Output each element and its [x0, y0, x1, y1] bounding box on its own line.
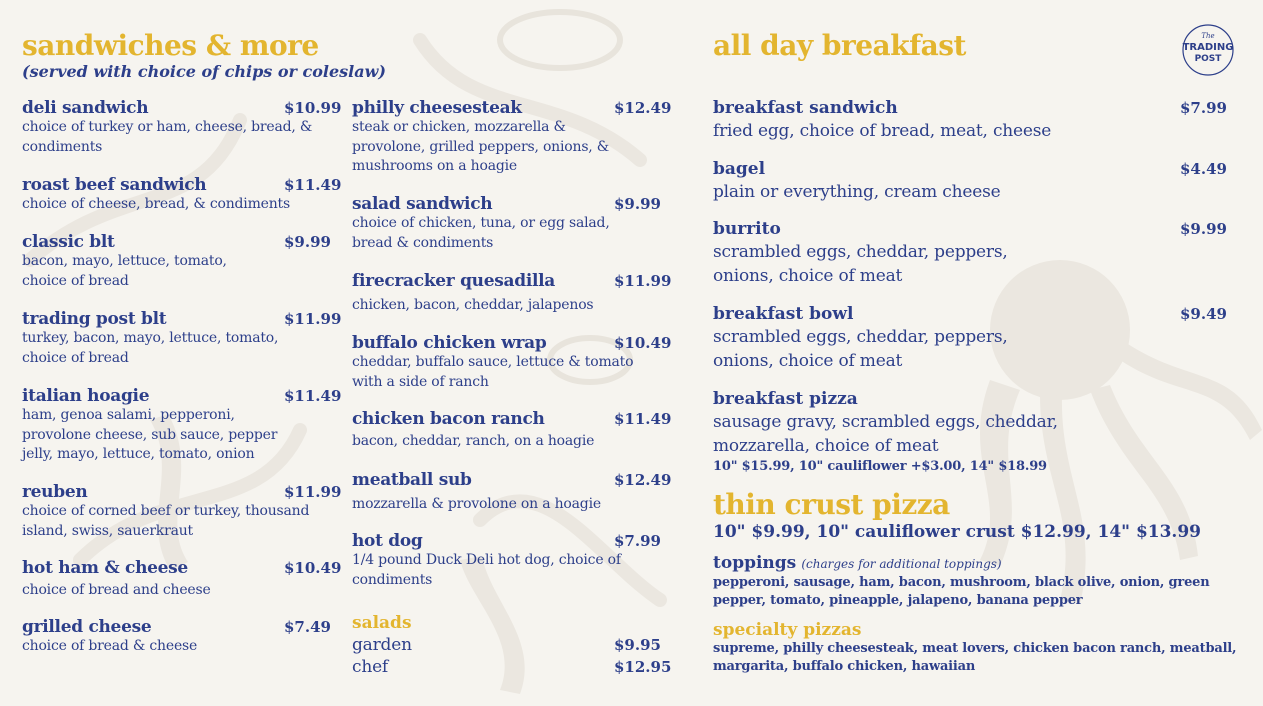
salads-title: salads	[352, 613, 412, 633]
pizza-sizes: 10" $9.99, 10" cauliflower crust $12.99, 14" $13.99	[713, 522, 1202, 542]
menu-item	[22, 558, 342, 601]
item-desc: bacon, cheddar, ranch, on a hoagie	[352, 433, 595, 449]
menu-item	[22, 232, 332, 291]
salad-name: garden	[352, 635, 412, 655]
item-desc: mozzarella & provolone on a hoagie	[352, 496, 601, 512]
item-name: philly cheesesteak	[352, 98, 522, 118]
menu-item	[352, 409, 672, 452]
item-desc: sausage gravy, scrambled eggs, cheddar, mozzarella, choice of meat	[713, 412, 1058, 456]
svg-text:POST: POST	[1194, 54, 1222, 64]
sandwiches-title: sandwiches & more	[22, 29, 319, 62]
breakfast-item	[713, 304, 1233, 373]
item-price: $7.49	[284, 618, 331, 636]
salads-section	[352, 613, 672, 677]
item-price: $9.99	[1180, 220, 1227, 238]
item-name: chicken bacon ranch	[352, 409, 545, 429]
svg-text:TRADING: TRADING	[1182, 42, 1234, 53]
trading-post-logo	[1176, 24, 1240, 76]
item-price: $11.99	[614, 272, 672, 290]
breakfast-title: all day breakfast	[713, 29, 966, 62]
item-desc: choice of bread & cheese	[22, 638, 198, 654]
menu-item	[22, 98, 342, 157]
toppings-list: pepperoni, sausage, ham, bacon, mushroom, black olive, onion, green pepper, tomato, pineapple, jalapeno, banana pepper	[713, 575, 1210, 608]
item-name: burrito	[713, 219, 781, 239]
item-price: $9.99	[614, 195, 661, 213]
item-price: $10.49	[614, 334, 672, 352]
item-desc: bacon, mayo, lettuce, tomato, choice of bread	[22, 253, 227, 289]
item-desc: choice of chicken, tuna, or egg salad, bread & condiments	[352, 215, 610, 251]
svg-text:The: The	[1201, 32, 1215, 40]
specialty-label: specialty pizzas	[713, 620, 862, 640]
item-name: roast beef sandwich	[22, 175, 207, 195]
item-desc: fried egg, choice of bread, meat, cheese	[713, 121, 1052, 141]
item-desc: turkey, bacon, mayo, lettuce, tomato, choice of bread	[22, 330, 279, 366]
item-price: $7.99	[614, 532, 661, 550]
item-price: $12.49	[614, 471, 672, 489]
item-name: breakfast bowl	[713, 304, 854, 324]
menu-item	[352, 333, 672, 392]
salad-price: $9.95	[614, 636, 661, 654]
item-name: deli sandwich	[22, 98, 149, 118]
item-name: grilled cheese	[22, 617, 152, 637]
item-desc: cheddar, buffalo sauce, lettuce & tomato with a side of ranch	[352, 354, 634, 390]
item-desc: choice of bread and cheese	[22, 582, 211, 598]
item-price: $7.99	[1180, 99, 1227, 117]
item-price: $9.49	[1180, 305, 1227, 323]
specialty-list: supreme, philly cheesesteak, meat lovers, chicken bacon ranch, meatball, margarita, buffalo chicken, hawaiian	[713, 641, 1237, 674]
item-name: salad sandwich	[352, 194, 493, 214]
item-name: hot ham & cheese	[22, 558, 188, 578]
item-price: $9.99	[284, 233, 331, 251]
item-desc: 1/4 pound Duck Deli hot dog, choice of condiments	[352, 552, 621, 588]
menu-item	[352, 531, 667, 590]
item-price: $10.49	[284, 559, 342, 577]
item-name: hot dog	[352, 531, 423, 551]
item-name: breakfast sandwich	[713, 98, 898, 118]
toppings-label: toppings	[713, 553, 797, 573]
breakfast-item	[713, 389, 1233, 476]
item-price: $11.49	[284, 387, 342, 405]
toppings-note: (charges for additional toppings)	[801, 557, 1002, 571]
menu-item	[352, 470, 672, 515]
sandwiches-section	[22, 30, 386, 82]
item-name: classic blt	[22, 232, 115, 252]
item-name: bagel	[713, 159, 766, 179]
item-price: $12.49	[614, 99, 672, 117]
menu-item	[22, 617, 332, 657]
item-name: meatball sub	[352, 470, 472, 490]
item-desc: steak or chicken, mozzarella & provolone, grilled peppers, onions, & mushrooms on a hoagie	[352, 119, 610, 174]
item-desc: scrambled eggs, cheddar, peppers, onions, choice of meat	[713, 242, 1008, 286]
item-price: $11.49	[614, 410, 672, 428]
breakfast-item	[713, 159, 1233, 204]
item-desc: choice of corned beef or turkey, thousand island, swiss, sauerkraut	[22, 503, 310, 539]
menu-item	[22, 175, 342, 215]
item-desc: plain or everything, cream cheese	[713, 182, 1001, 202]
menu-item	[22, 386, 342, 465]
breakfast-item	[713, 219, 1233, 288]
item-desc: ham, genoa salami, pepperoni, provolone cheese, sub sauce, pepper jelly, mayo, lettuce, tomato, onion	[22, 407, 278, 462]
toppings-heading	[713, 553, 1243, 574]
item-desc: chicken, bacon, cheddar, jalapenos	[352, 297, 594, 313]
salad-item	[352, 655, 672, 677]
item-name: trading post blt	[22, 309, 167, 329]
item-sizes: 10" $15.99, 10" cauliflower +$3.00, 14" $18.99	[713, 459, 1047, 474]
item-name: buffalo chicken wrap	[352, 333, 547, 353]
sandwiches-subtitle: (served with choice of chips or coleslaw)	[22, 62, 386, 81]
item-desc: choice of cheese, bread, & condiments	[22, 196, 290, 212]
breakfast-item	[713, 98, 1233, 143]
menu-item	[352, 98, 672, 177]
pizza-title: thin crust pizza	[713, 488, 950, 521]
menu-item	[22, 309, 342, 368]
menu-item	[352, 271, 672, 316]
item-price: $11.49	[284, 176, 342, 194]
item-price: $11.99	[284, 310, 342, 328]
item-name: firecracker quesadilla	[352, 271, 556, 291]
item-price: $11.99	[284, 483, 342, 501]
salad-item	[352, 633, 667, 655]
pizza-section	[713, 489, 1243, 676]
salad-name: chef	[352, 657, 389, 677]
item-name: italian hoagie	[22, 386, 150, 406]
menu-item	[352, 194, 667, 253]
item-desc: choice of turkey or ham, cheese, bread, & condiments	[22, 119, 313, 155]
item-price: $10.99	[284, 99, 342, 117]
item-price: $4.49	[1180, 160, 1227, 178]
menu-item	[22, 482, 342, 541]
item-name: breakfast pizza	[713, 389, 858, 409]
salad-price: $12.95	[614, 658, 672, 676]
item-name: reuben	[22, 482, 88, 502]
item-desc: scrambled eggs, cheddar, peppers, onions, choice of meat	[713, 327, 1008, 371]
